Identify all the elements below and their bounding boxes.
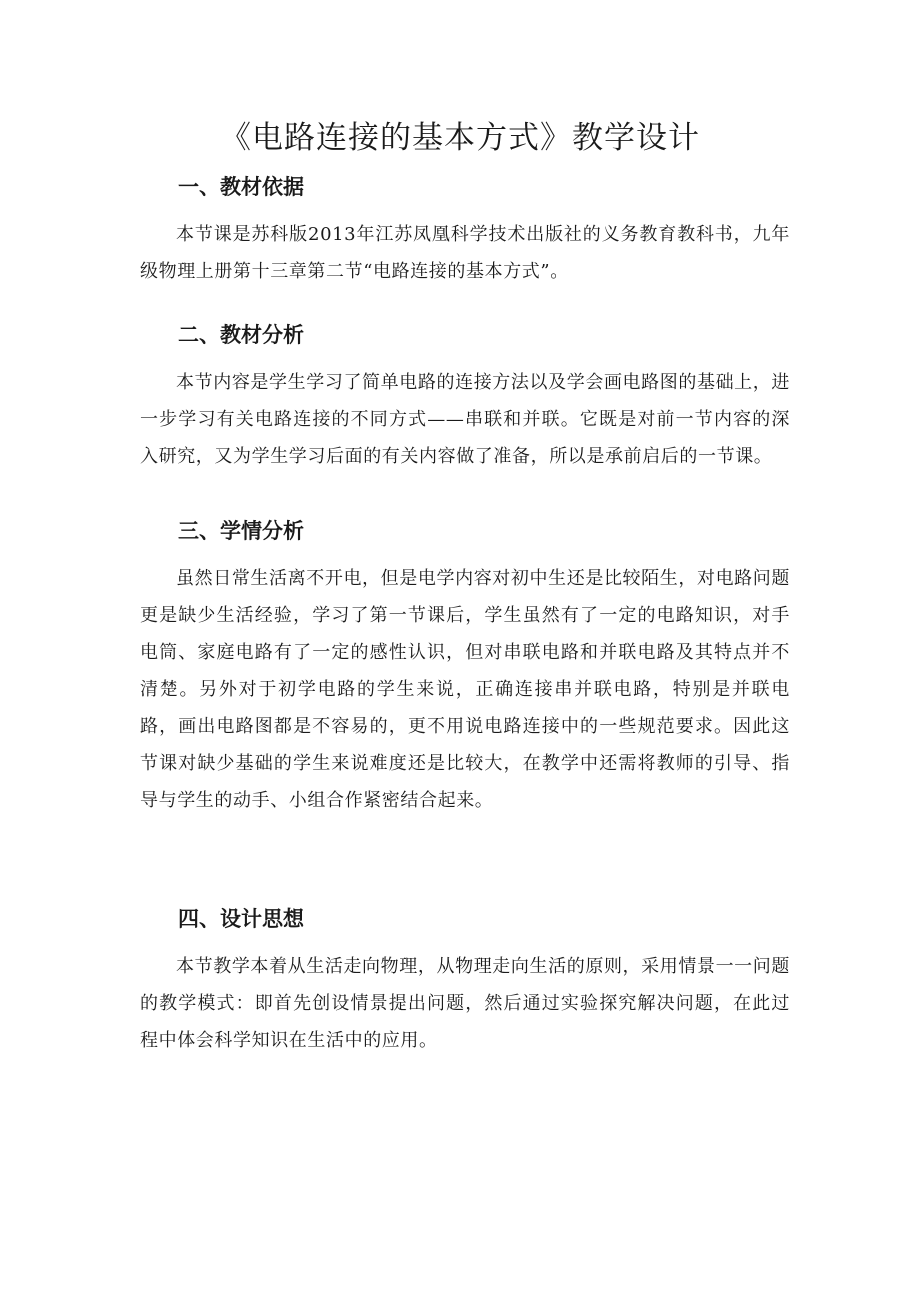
section-textbook-basis [140,172,790,290]
section-paragraph: 本节教学本着从生活走向物理，从物理走向生活的原则，采用情景一一问题的教学模式：即首先创设情景提出问题，然后通过实验探究解决问题，在此过程中体会科学知识在生活中的应用。 [140,956,790,1051]
section-heading: 四、设计思想 [178,907,304,931]
section-design-idea [140,904,790,1059]
section-heading: 二、教材分析 [178,323,304,347]
section-paragraph: 本节内容是学生学习了简单电路的连接方法以及学会画电路图的基础上，进一步学习有关电路连接的不同方式——串联和并联。它既是对前一节内容的深入研究，又为学生学习后面的有关内容做了准备，所以是承前启后的一节课。 [140,372,790,467]
section-heading: 一、教材依据 [178,175,304,199]
section-paragraph: 本节课是苏科版2013年江苏凤凰科学技术出版社的义务教育教科书，九年级物理上册第十三章第二节“电路连接的基本方式”。 [140,224,790,282]
section-paragraph: 虽然日常生活离不开电，但是电学内容对初中生还是比较陌生，对电路问题更是缺少生活经验，学习了第一节课后，学生虽然有了一定的电路知识，对手电筒、家庭电路有了一定的感性认识，但对串联电路和并联电路及其特点并不清楚。另外对于初学电路的学生来说，正确连接串并联电路，特别是并联电路，画出电路图都是不容易的，更不用说电路连接中的一些规范要求。因此这节课对缺少基础的学生来说难度还是比较大，在教学中还需将教师的引导、指导与学生的动手、小组合作紧密结合起来。 [140,568,790,811]
page-title: 《电路连接的基本方式》教学设计 [220,120,700,156]
section-heading: 三、学情分析 [178,519,304,543]
section-learner-analysis [140,516,790,819]
section-textbook-analysis [140,320,790,475]
